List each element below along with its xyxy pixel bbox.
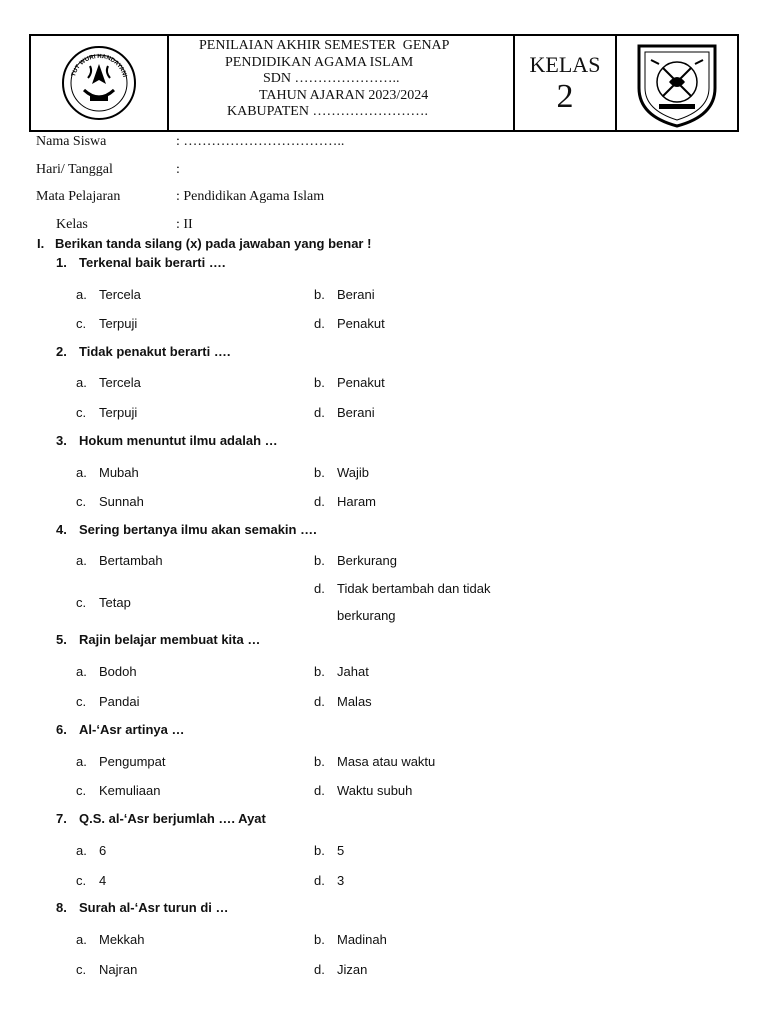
- option-text: Masa atau waktu: [337, 754, 436, 769]
- identity-label: Mata Pelajaran: [36, 189, 121, 204]
- option-letter: c.: [76, 595, 87, 610]
- option-letter: c.: [76, 873, 87, 888]
- option-text: Berkurang: [337, 553, 397, 568]
- option-text: Pengumpat: [99, 754, 166, 769]
- left-logo-cell: [31, 36, 169, 130]
- option-text: Tetap: [99, 595, 131, 610]
- option-text: 6: [99, 843, 107, 858]
- option-letter: b.: [314, 553, 325, 568]
- question-number: 8.: [56, 900, 67, 915]
- instruction-text: Berikan tanda silang (x) pada jawaban yang benar !: [55, 236, 372, 251]
- option-letter: d.: [314, 494, 325, 509]
- option-letter: d.: [314, 783, 325, 798]
- question-number: 3.: [56, 433, 67, 448]
- question-text: Q.S. al-‘Asr berjumlah …. Ayat: [79, 811, 266, 826]
- option-letter: d.: [314, 873, 325, 888]
- option-letter: a.: [76, 843, 87, 858]
- identity-value: : ……………………………..: [176, 134, 345, 149]
- option-letter: b.: [314, 287, 325, 302]
- option-letter: b.: [314, 843, 325, 858]
- identity-value: : II: [176, 217, 193, 232]
- title-line-1: PENILAIAN AKHIR SEMESTER GENAP: [199, 38, 450, 53]
- question-number: 1.: [56, 255, 67, 270]
- option-letter: b.: [314, 664, 325, 679]
- question-text: Hokum menuntut ilmu adalah …: [79, 433, 278, 448]
- option-d-continuation: [337, 608, 396, 623]
- option-text: Sunnah: [99, 494, 144, 509]
- option-letter: b.: [314, 754, 325, 769]
- option-text: Berani: [337, 405, 375, 420]
- regency-emblem-logo: [629, 38, 725, 128]
- option-letter: a.: [76, 553, 87, 568]
- option-text: Berani: [337, 287, 375, 302]
- option-text: Bodoh: [99, 664, 137, 679]
- title-line-5: KABUPATEN …………………….: [227, 104, 428, 119]
- identity-label: Hari/ Tanggal: [36, 162, 113, 177]
- question-text: Tidak penakut berarti ….: [79, 344, 231, 359]
- identity-value: :: [176, 162, 180, 177]
- option-letter: c.: [76, 694, 87, 709]
- option-letter: c.: [76, 316, 87, 331]
- option-text: Jahat: [337, 664, 369, 679]
- exam-title: [169, 36, 515, 130]
- option-text: Kemuliaan: [99, 783, 161, 798]
- option-text: Terpuji: [99, 316, 138, 331]
- question-text: Surah al-‘Asr turun di …: [79, 900, 229, 915]
- option-letter: a.: [76, 664, 87, 679]
- option-text: Madinah: [337, 932, 387, 947]
- option-text: Penakut: [337, 316, 385, 331]
- section-number: I.: [37, 236, 45, 251]
- option-text: 3: [337, 873, 345, 888]
- question-number: 2.: [56, 344, 67, 359]
- kelas-number: 2: [556, 78, 574, 115]
- kelas-label: KELAS: [529, 52, 601, 77]
- title-line-2: PENDIDIKAN AGAMA ISLAM: [225, 54, 414, 70]
- option-letter: c.: [76, 405, 87, 420]
- option-letter: a.: [76, 754, 87, 769]
- option-letter: c.: [76, 962, 87, 977]
- question-text: Al-‘Asr artinya …: [79, 722, 185, 737]
- right-logo-cell: [617, 36, 737, 130]
- option-letter: c.: [76, 783, 87, 798]
- option-text: Tidak bertambah dan tidak: [337, 581, 491, 596]
- option-text: Mubah: [99, 465, 139, 480]
- option-text: Mekkah: [99, 932, 145, 947]
- option-text: Jizan: [337, 962, 368, 977]
- identity-value: : Pendidikan Agama Islam: [176, 189, 325, 204]
- option-text: Malas: [337, 694, 372, 709]
- option-text: Terpuji: [99, 405, 138, 420]
- option-letter: a.: [76, 932, 87, 947]
- question-number: 7.: [56, 811, 67, 826]
- title-line-3: SDN …………………..: [263, 71, 400, 86]
- option-letter: d.: [314, 694, 325, 709]
- identity-label: Kelas: [56, 217, 88, 232]
- option-letter: b.: [314, 375, 325, 390]
- option-letter: a.: [76, 465, 87, 480]
- question-number: 4.: [56, 522, 67, 537]
- option-text: 4: [99, 873, 107, 888]
- option-text: Bertambah: [99, 553, 163, 568]
- identity-label: Nama Siswa: [36, 134, 107, 149]
- svg-text:TUT WURI HANDAYANI: TUT WURI HANDAYANI: [70, 53, 128, 78]
- question-text: Rajin belajar membuat kita …: [79, 632, 261, 647]
- option-letter: c.: [76, 494, 87, 509]
- option-letter: d.: [314, 581, 325, 596]
- question-number: 5.: [56, 632, 67, 647]
- option-letter: b.: [314, 932, 325, 947]
- question-number: 6.: [56, 722, 67, 737]
- exam-header: [29, 34, 739, 132]
- option-text: Pandai: [99, 694, 140, 709]
- option-text: Tercela: [99, 375, 141, 390]
- option-text: Penakut: [337, 375, 385, 390]
- tut-wuri-handayani-logo: [60, 44, 138, 122]
- option-letter: d.: [314, 962, 325, 977]
- option-letter: d.: [314, 405, 325, 420]
- option-text: Wajib: [337, 465, 370, 480]
- option-letter: d.: [314, 316, 325, 331]
- option-letter: b.: [314, 465, 325, 480]
- option-text: berkurang: [337, 608, 396, 623]
- question-text: Sering bertanya ilmu akan semakin ….: [79, 522, 317, 537]
- option-text: Waktu subuh: [337, 783, 413, 798]
- option-text: Najran: [99, 962, 138, 977]
- option-letter: a.: [76, 375, 87, 390]
- option-text: Haram: [337, 494, 377, 509]
- option-text: 5: [337, 843, 345, 858]
- option-text: Tercela: [99, 287, 141, 302]
- title-line-4: TAHUN AJARAN 2023/2024: [259, 87, 429, 103]
- kelas-cell: [515, 36, 617, 130]
- question-text: Terkenal baik berarti ….: [79, 255, 226, 270]
- option-letter: a.: [76, 287, 87, 302]
